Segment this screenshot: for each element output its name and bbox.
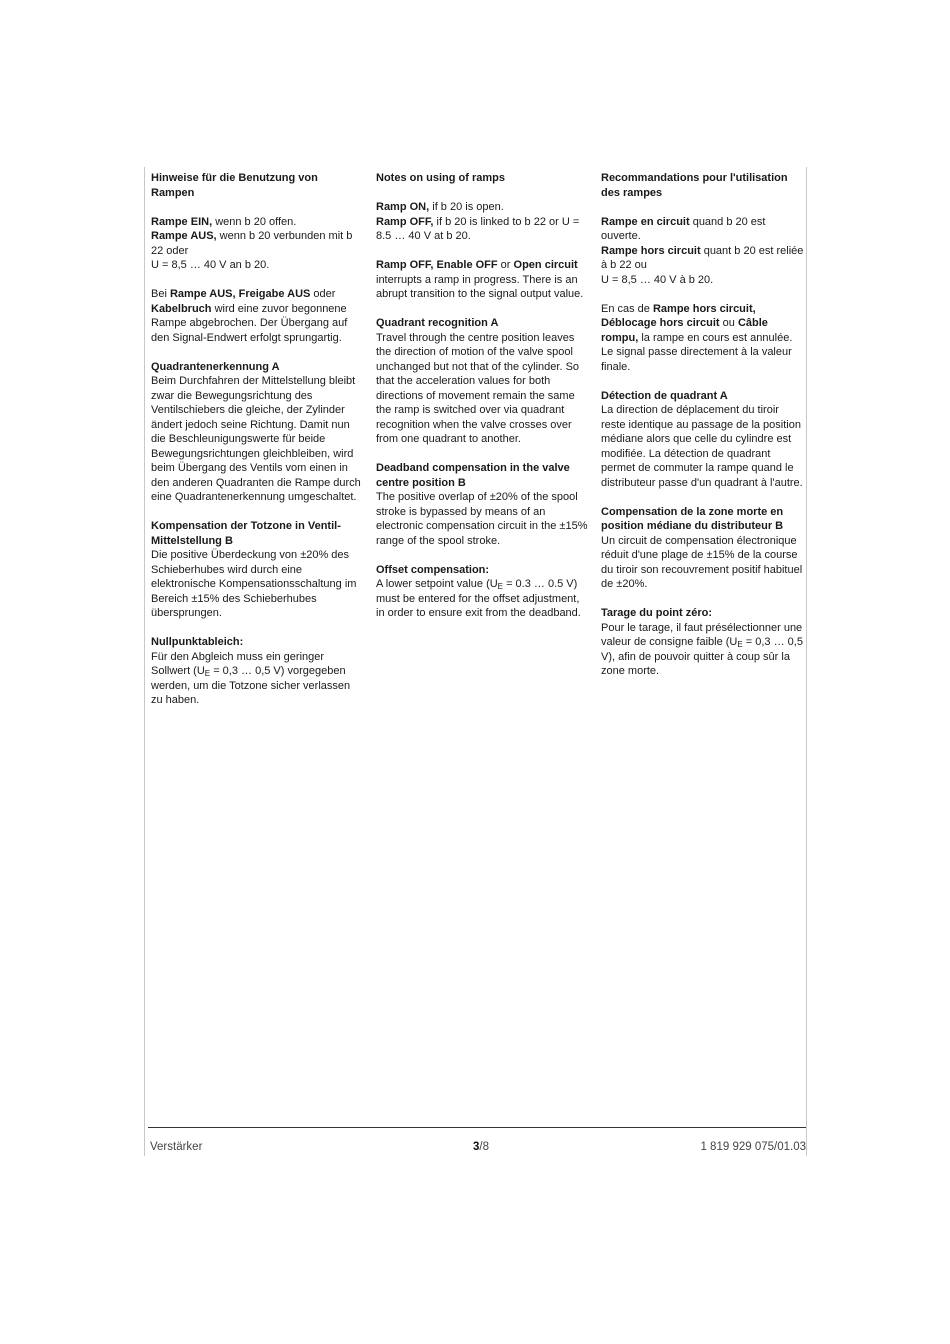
ramp-off-note: Ramp OFF, if b 20 is linked to b 22 or U = 8.5 … 40 V at b 20.	[376, 215, 580, 242]
ramp-off-note: Rampe AUS, wenn b 20 verbunden mit b 22 oder	[151, 230, 353, 257]
section-title: Recommandations pour l'utilisation des rampes	[601, 172, 788, 199]
quadrant-heading: Quadrant recognition A	[376, 317, 499, 329]
interrupt-note: Ramp OFF, Enable OFF or Open circuit interrupts a ramp in progress. There is an abrupt transition to the signal output value.	[376, 259, 584, 300]
interrupt-note: En cas de Rampe hors circuit, Déblocage hors circuit ou Câble rompu, la rampe en cours est annulée. Le signal passe directement à la valeur finale.	[601, 302, 793, 373]
ramp-off-note: Rampe hors circuit quant b 20 est reliée à b 22 ou	[601, 244, 804, 271]
offset-heading: Nullpunktableich:	[151, 636, 244, 648]
deadband-text: Die positive Überdeckung von ±20% des Schieberhubes wird durch eine elektronische Kompensationsschaltung im Bereich ±15% des Schieberhubes übersprungen.	[151, 549, 357, 619]
deadband-text: Un circuit de compensation électronique réduit d'une plage de ±15% de la course du tiroir son recouvrement positif habituel de ±20%.	[601, 534, 803, 590]
quadrant-heading: Quadrantenerkennung A	[151, 360, 280, 373]
quadrant-heading: Détection de quadrant A	[601, 389, 728, 402]
offset-heading: Tarage du point zéro:	[601, 607, 713, 619]
footer-document-number: 1 819 929 075/01.03	[700, 1141, 806, 1153]
section-title: Notes on using of ramps	[376, 172, 505, 184]
quadrant-text: Travel through the centre position leaves the direction of motion of the valve spool unchanged but not that of the cylinder. So that the acceleration values for both directions of movement remain the same the ramp is switched over via quadrant recognition when the valve crosses over from one quadrant to another.	[376, 331, 580, 445]
voltage-note: U = 8,5 … 40 V à b 20.	[601, 273, 714, 286]
offset-heading: Offset compensation:	[376, 563, 490, 576]
offset-text: A lower setpoint value ($U_E = 0.3$ … 0.5 V) must be entered for the offset adjustment, in order to ensure exit from the deadband.	[376, 578, 581, 619]
ramp-on-note: Rampe EIN, wenn b 20 offen.	[151, 215, 297, 228]
ramp-on-note: Ramp ON, if b 20 is open.	[376, 201, 504, 213]
deadband-heading: Compensation de la zone morte en position médiane du distributeur B	[601, 505, 784, 532]
column-english	[376, 171, 588, 621]
ramp-on-note: Rampe en circuit quand b 20 est ouverte.	[601, 215, 766, 242]
interrupt-note: Bei Rampe AUS, Freigabe AUS oder Kabelbruch wird eine zuvor begonnene Rampe abgebrochen. Der Übergang auf den Signal-Endwert erfolgt sprungartig.	[151, 288, 348, 344]
deadband-text: The positive overlap of ±20% of the spool stroke is bypassed by means of an electronic compensation circuit in the ±15% range of the spool stroke.	[376, 491, 588, 547]
quadrant-text: La direction de déplacement du tiroir reste identique au passage de la position médiane alors que celle du cylindre est modifiée. La détection de quadrant permet de commuter la rampe quand le distributeur passe d'un quadrant à l'autre.	[601, 404, 803, 489]
deadband-heading: Deadband compensation in the valve centre position B	[376, 462, 570, 489]
column-french	[601, 171, 806, 679]
offset-text: Pour le tarage, il faut présélectionner une valeur de consigne faible ($U_E = 0,3$ … 0,5 V), afin de pouvoir quitter à coup sûr la zone morte.	[601, 621, 803, 677]
footer-page-number: 3/8	[473, 1141, 489, 1153]
column-german	[151, 171, 363, 708]
footer-product: Verstärker	[150, 1141, 203, 1153]
section-title: Hinweise für die Benutzung von Rampen	[151, 172, 318, 199]
footer-divider	[148, 1127, 806, 1128]
voltage-note: U = 8,5 … 40 V an b 20.	[151, 259, 270, 271]
quadrant-text: Beim Durchfahren der Mittelstellung bleibt zwar die Bewegungsrichtung des Ventilschiebers die gleiche, der Zylinder ändert jedoch seine Richtung. Damit nun die Beschleunigungswerte für beide Bewegungsrichtungen gleichbleiben, wird beim Übergang des Ventils vom einen in den anderen Quadranten die Rampe durch eine Quadrantenerkennung umgeschaltet.	[151, 375, 361, 503]
deadband-heading: Kompensation der Totzone in Ventil-Mittelstellung B	[151, 520, 341, 547]
offset-text: Für den Abgleich muss ein geringer Sollwert ($U_E = 0,3$ … 0,5 V) vorgegeben werden, um die Totzone sicher verlassen zu haben.	[151, 650, 351, 706]
